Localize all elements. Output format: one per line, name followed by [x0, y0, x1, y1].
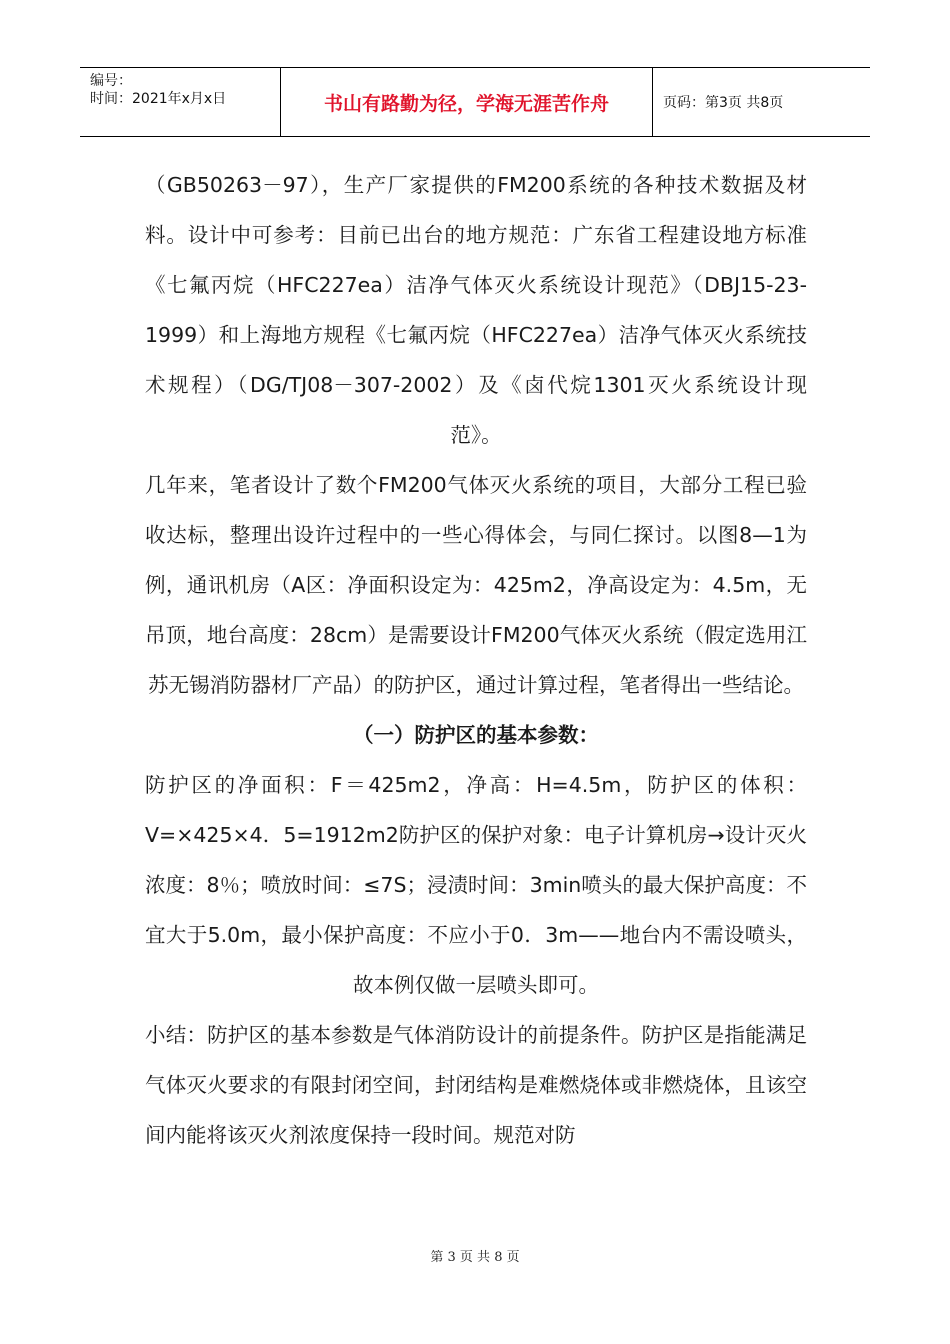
- header-page-info: 页码：第3页 共8页: [663, 95, 784, 111]
- body-paragraph: （GB50263－97），生产厂家提供的FM200系统的各种技术数据及材料。设计中可参考：目前已出台的地方规范：广东省工程建设地方标准《七氟丙烷（HFC227ea）洁净气体灭火系统设计现范》（DBJ15-23-1999）和上海地方规程《七氟丙烷（HFC227ea）洁净气体灭火系统技术规程）（DG/TJ08－307-2002）及《卤代烷1301灭火系统设计现范》。: [145, 173, 807, 447]
- section-heading: （一）防护区的基本参数：: [353, 723, 599, 747]
- page-footer: 第 3 页 共 8 页: [430, 1250, 520, 1265]
- body-paragraph: 小结：防护区的基本参数是气体消防设计的前提条件。防护区是指能满足气体灭火要求的有限封闭空间，封闭结构是难燃烧体或非燃烧体，且该空间内能将该灭火剂浓度保持一段时间。规范对防: [145, 1023, 807, 1147]
- header-motto: 书山有路勤为径，学海无涯苦作舟: [281, 68, 653, 136]
- document-date: 时间：2021年x月x日: [90, 91, 227, 107]
- document-body: [145, 160, 807, 1160]
- body-paragraph: 防护区的净面积：F＝425m2，净高：H=4.5m，防护区的体积：V=×425×4．5=1912m2防护区的保护对象：电子计算机房→设计灭火浓度：8％；喷放时间：≤7S；浸渍时间：3min喷头的最大保护高度：不宜大于5.0m，最小保护高度：不应小于0．3m——地台内不需设喷头，故本例仅做一层喷头即可。: [145, 773, 807, 997]
- document-number-label: 编号：: [90, 73, 132, 89]
- document-header: [80, 67, 870, 137]
- header-meta: [80, 68, 281, 136]
- body-paragraph: 几年来，笔者设计了数个FM200气体灭火系统的项目，大部分工程已验收达标，整理出设许过程中的一些心得体会，与同仁探讨。以图8—1为例，通讯机房（A区：净面积设定为：425m2，净高设定为：4.5m，无吊顶，地台高度：28cm）是需要设计FM200气体灭火系统（假定选用江苏无锡消防器材厂产品）的防护区，通过计算过程，笔者得出一些结论。: [145, 473, 807, 697]
